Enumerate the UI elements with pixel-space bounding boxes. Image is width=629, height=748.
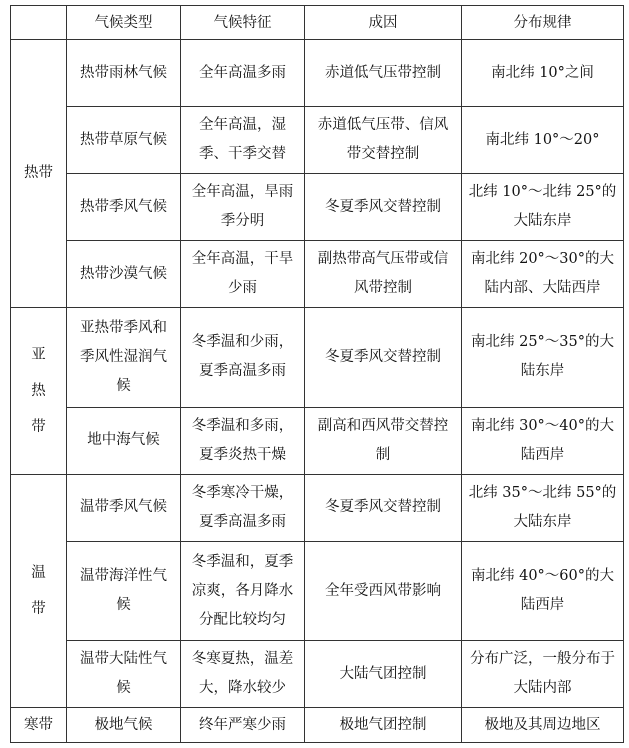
table-row bbox=[11, 107, 624, 174]
climate-type: 地中海气候 bbox=[67, 407, 181, 474]
table-row bbox=[11, 474, 624, 541]
climate-type: 热带雨林气候 bbox=[67, 40, 181, 107]
climate-type: 热带季风气候 bbox=[67, 174, 181, 241]
climate-distribution: 南北纬 10°之间 bbox=[462, 40, 624, 107]
zone-label-char: 带 bbox=[31, 418, 46, 435]
zone-tropical: 热带 bbox=[11, 40, 67, 308]
climate-distribution: 极地及其周边地区 bbox=[462, 708, 624, 743]
climate-features: 冬季温和，夏季凉爽，各月降水分配比较均匀 bbox=[181, 541, 305, 641]
climate-type: 温带大陆性气候 bbox=[67, 641, 181, 708]
climate-distribution: 南北纬 25°～35°的大陆东岸 bbox=[462, 308, 624, 408]
climate-distribution: 南北纬 20°～30°的大陆内部、大陆西岸 bbox=[462, 241, 624, 308]
zone-temperate bbox=[11, 474, 67, 708]
climate-cause: 全年受西风带影响 bbox=[305, 541, 462, 641]
header-cause: 成因 bbox=[305, 6, 462, 40]
climate-type: 极地气候 bbox=[67, 708, 181, 743]
table-row bbox=[11, 641, 624, 708]
climate-cause: 赤道低气压带控制 bbox=[305, 40, 462, 107]
zone-label-char: 温 bbox=[31, 565, 46, 582]
climate-cause: 副热带高气压带或信风带控制 bbox=[305, 241, 462, 308]
table-row bbox=[11, 541, 624, 641]
table-row bbox=[11, 241, 624, 308]
climate-distribution: 南北纬 30°～40°的大陆西岸 bbox=[462, 407, 624, 474]
header-zone bbox=[11, 6, 67, 40]
zone-label-char: 亚 bbox=[31, 346, 46, 363]
table-row bbox=[11, 174, 624, 241]
zone-label-char: 热 bbox=[31, 382, 46, 399]
zone-label-char: 带 bbox=[31, 601, 46, 618]
zone-subtropical bbox=[11, 308, 67, 475]
climate-cause: 大陆气团控制 bbox=[305, 641, 462, 708]
climate-features: 冬季寒冷干燥，夏季高温多雨 bbox=[181, 474, 305, 541]
table-row bbox=[11, 308, 624, 408]
climate-cause: 副高和西风带交替控制 bbox=[305, 407, 462, 474]
climate-cause: 极地气团控制 bbox=[305, 708, 462, 743]
header-distribution: 分布规律 bbox=[462, 6, 624, 40]
table-row bbox=[11, 708, 624, 743]
climate-features: 全年高温，湿季、干季交替 bbox=[181, 107, 305, 174]
climate-features: 冬季温和少雨，夏季高温多雨 bbox=[181, 308, 305, 408]
climate-distribution: 南北纬 40°～60°的大陆西岸 bbox=[462, 541, 624, 641]
climate-type: 温带海洋性气候 bbox=[67, 541, 181, 641]
header-row bbox=[11, 6, 624, 40]
climate-cause: 冬夏季风交替控制 bbox=[305, 474, 462, 541]
zone-frigid: 寒带 bbox=[11, 708, 67, 743]
climate-features: 冬季温和多雨，夏季炎热干燥 bbox=[181, 407, 305, 474]
climate-features: 全年高温多雨 bbox=[181, 40, 305, 107]
climate-cause: 冬夏季风交替控制 bbox=[305, 174, 462, 241]
climate-type: 亚热带季风和季风性湿润气候 bbox=[67, 308, 181, 408]
climate-type: 热带沙漠气候 bbox=[67, 241, 181, 308]
climate-features: 终年严寒少雨 bbox=[181, 708, 305, 743]
climate-cause: 赤道低气压带、信风带交替控制 bbox=[305, 107, 462, 174]
climate-distribution: 分布广泛，一般分布于大陆内部 bbox=[462, 641, 624, 708]
climate-table bbox=[10, 5, 624, 743]
climate-distribution: 北纬 10°～北纬 25°的大陆东岸 bbox=[462, 174, 624, 241]
header-climate-type: 气候类型 bbox=[67, 6, 181, 40]
climate-cause: 冬夏季风交替控制 bbox=[305, 308, 462, 408]
climate-features: 冬寒夏热，温差大，降水较少 bbox=[181, 641, 305, 708]
climate-type: 温带季风气候 bbox=[67, 474, 181, 541]
table-row bbox=[11, 40, 624, 107]
climate-distribution: 南北纬 10°～20° bbox=[462, 107, 624, 174]
climate-distribution: 北纬 35°～北纬 55°的大陆东岸 bbox=[462, 474, 624, 541]
table-row bbox=[11, 407, 624, 474]
header-features: 气候特征 bbox=[181, 6, 305, 40]
climate-type: 热带草原气候 bbox=[67, 107, 181, 174]
climate-features: 全年高温，干旱少雨 bbox=[181, 241, 305, 308]
climate-features: 全年高温，旱雨季分明 bbox=[181, 174, 305, 241]
